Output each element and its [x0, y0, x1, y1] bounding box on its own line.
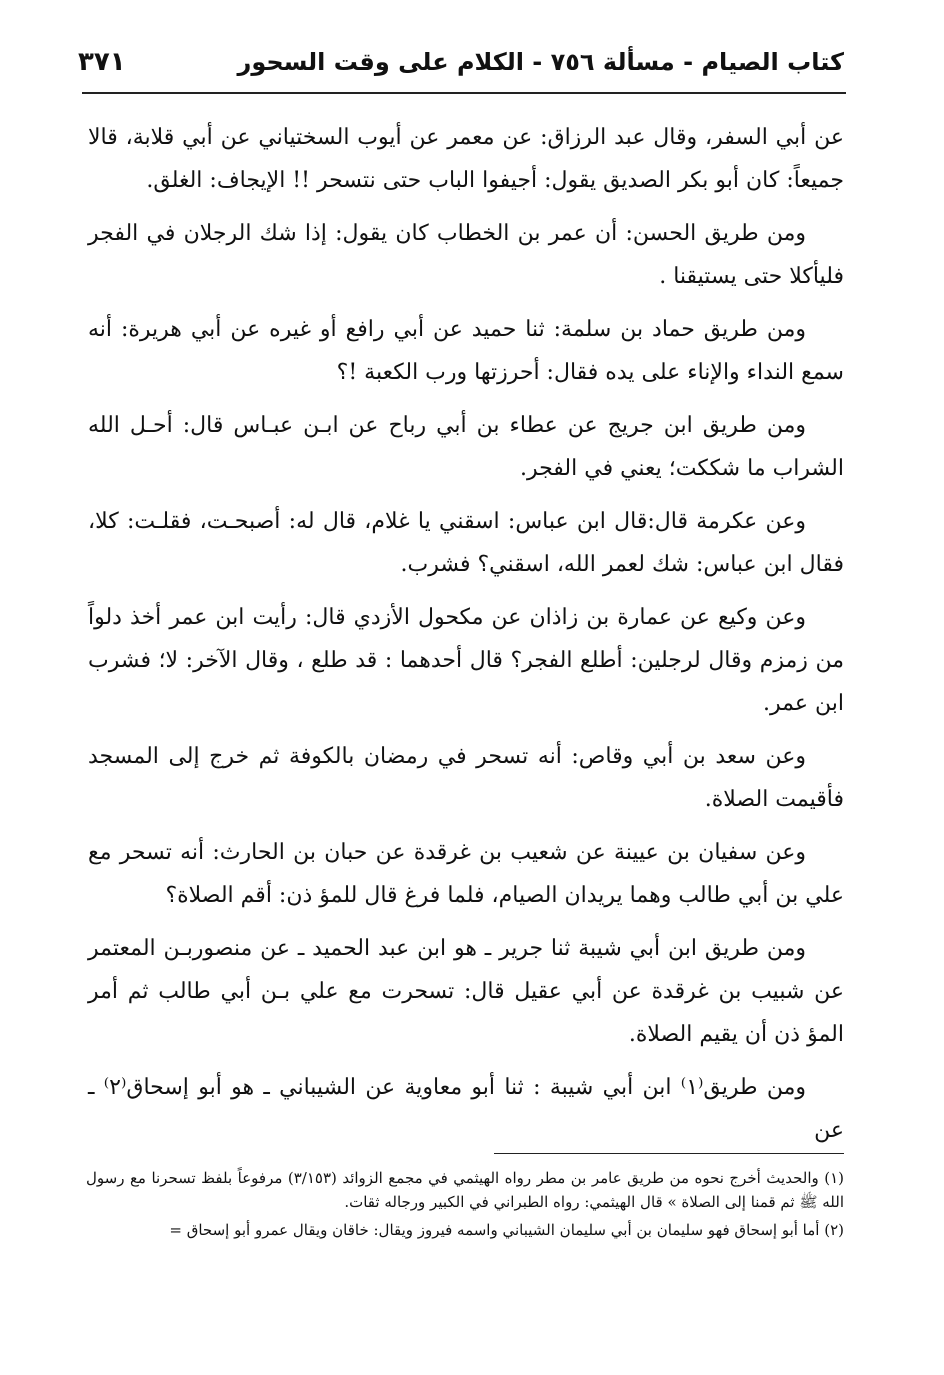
- footnotes: [86, 1166, 844, 1246]
- running-title: كتاب الصيام - مسألة ٧٥٦ - الكلام على وقت السحور: [237, 48, 844, 76]
- paragraph: وعن عكرمة قال:قال ابن عباس: اسقني يا غلام، قال له: أصبحـت، فقلـت: كلا، فقال ابن عباس: شك لعمر الله، اسقني؟ فشرب.: [88, 509, 844, 577]
- page-header: [78, 42, 844, 82]
- paragraph: وعن سعد بن أبي وقاص: أنه تسحر في رمضان بالكوفة ثم خرج إلى المسجد فأقيمت الصلاة.: [88, 744, 844, 812]
- paragraph: ومن طريق ابن جريج عن عطاء بن أبي رباح عن ابـن عبـاس قال: أحـل الله الشراب ما شككت؛ يعني في الفجر.: [88, 413, 844, 481]
- paragraph: ومن طريق الحسن: أن عمر بن الخطاب كان يقول: إذا شك الرجلان في الفجر فليأكلا حتى يستيقنا .: [88, 221, 844, 289]
- paragraph: ومن طريق ابن أبي شيبة ثنا جرير ـ هو ابن عبد الحميد ـ عن منصوربـن المعتمر عن شبيب بن غرقدة عن أبي عقيل قال: تسحرت مع علي بـن أبي طالب ثم أمر المؤ ذن أن يقيم الصلاة.: [88, 936, 844, 1047]
- main-text: [88, 116, 844, 1162]
- footnote: (١) والحديث أخرج نحوه من طريق عامر بن مطر رواه الهيثمي في مجمع الزوائد (٣/١٥٣) مرفوعاً بلفظ تسحرنا مع رسول الله ﷺ ثم قمنا إلى الصلاة » قال الهيثمي: رواه الطبراني في الكبير ورجاله ثقات.: [86, 1169, 844, 1211]
- paragraph: وعن وكيع عن عمارة بن زاذان عن مكحول الأزدي قال: رأيت ابن عمر أخذ دلواً من زمزم وقال لرجلين: أطلع الفجر؟ قال أحدهما : قد طلع ، وقال الآخر: لا؛ فشرب ابن عمر.: [88, 605, 844, 716]
- paragraph: وعن سفيان بن عيينة عن شعيب بن غرقدة عن حبان بن الحارث: أنه تسحر مع علي بن أبي طالب وهما يريدان الصيام، فلما فرغ قال للمؤ ذن: أقم الصلاة؟: [88, 840, 844, 908]
- paragraph: ومن طريق حماد بن سلمة: ثنا حميد عن أبي رافع أو غيره عن أبي هريرة: أنه سمع النداء والإناء على يده فقال: أحرزتها ورب الكعبة !؟: [88, 317, 844, 385]
- page-number: ٣٧١: [78, 47, 126, 77]
- header-divider: [82, 92, 846, 94]
- footnote-divider: [494, 1153, 844, 1154]
- paragraph: عن أبي السفر، وقال عبد الرزاق: عن معمر عن أيوب السختياني عن أبي قلابة، قالا جميعاً: كان أبو بكر الصديق يقول: أجيفوا الباب حتى نتسحر !! الإيجاف: الغلق.: [88, 125, 844, 193]
- footnote: (٢) أما أبو إسحاق فهو سليمان بن أبي سليمان الشيباني واسمه فيروز ويقال: خاقان ويقال عمرو أبو إسحاق =: [169, 1221, 844, 1239]
- paragraph: ومن طريق⁽١⁾ ابن أبي شيبة : ثنا أبو معاوية عن الشيباني ـ هو أبو إسحاق⁽٢⁾ ـ عن: [88, 1075, 844, 1143]
